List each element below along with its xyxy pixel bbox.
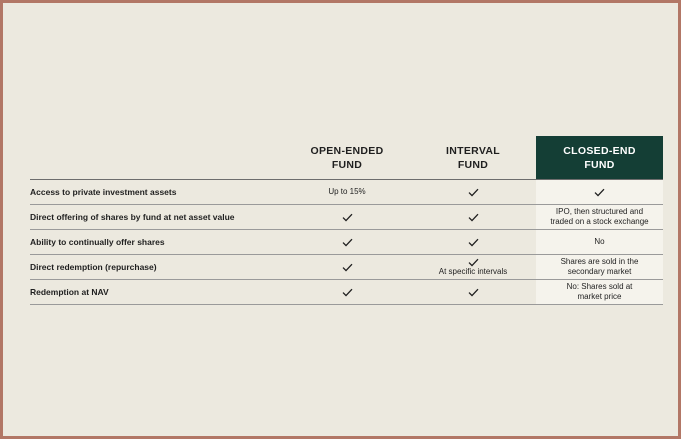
table-cell-open [284,180,410,205]
table-cell-interval [410,255,536,280]
table-cell-open [284,255,410,280]
row-label-text: Ability to continually offer shares [30,237,165,247]
row-label [30,205,284,230]
cell-text: No [594,237,605,246]
header-interval-line1: INTERVAL [446,144,500,157]
header-blank-cell [30,136,284,180]
row-label [30,255,284,280]
cell-text: IPO, then structured and [555,207,644,216]
cell-text: traded on a stock exchange [550,217,649,226]
table-cell-closed [536,280,663,305]
header-closed-line2: FUND [584,158,615,171]
cell-text: Up to 15% [328,187,366,196]
checkmark-icon [468,188,479,197]
row-label [30,180,284,205]
header-interval-line2: FUND [457,158,489,171]
table-cell-closed [536,230,663,255]
table-cell-closed [536,180,663,205]
table-cell-open [284,205,410,230]
checkmark-icon [342,288,353,297]
header-interval-fund [410,136,536,180]
row-label-text: Direct offering of shares by fund at net asset value [30,212,235,222]
header-open-line2: FUND [331,158,363,171]
table-cell-interval [410,180,536,205]
table-cell-closed [536,205,663,230]
cell-text: secondary market [567,267,632,276]
row-label-text: Direct redemption (repurchase) [30,262,157,272]
comparison-table [30,136,663,305]
checkmark-icon [342,263,353,272]
table-cell-open [284,280,410,305]
table-cell-interval [410,205,536,230]
cell-text: Shares are sold in the [560,257,639,266]
checkmark-icon [468,238,479,247]
table-cell-open [284,230,410,255]
header-closed-line1: CLOSED-END [563,144,636,157]
row-label-text: Redemption at NAV [30,287,109,297]
row-label-text: Access to private investment assets [30,187,177,197]
cell-note: At specific intervals [438,266,508,276]
checkmark-icon [342,238,353,247]
header-closed-end-fund [536,136,663,180]
checkmark-icon [468,258,479,267]
row-label [30,280,284,305]
header-open-ended-fund [284,136,410,180]
table-cell-interval [410,230,536,255]
table-cell-closed [536,255,663,280]
row-label [30,230,284,255]
checkmark-icon [342,213,353,222]
cell-text: market price [577,292,622,301]
table-cell-interval [410,280,536,305]
checkmark-icon [468,213,479,222]
cell-text: No: Shares sold at [566,282,633,291]
header-open-line1: OPEN-ENDED [310,144,384,157]
checkmark-icon [594,188,605,197]
checkmark-icon [468,288,479,297]
